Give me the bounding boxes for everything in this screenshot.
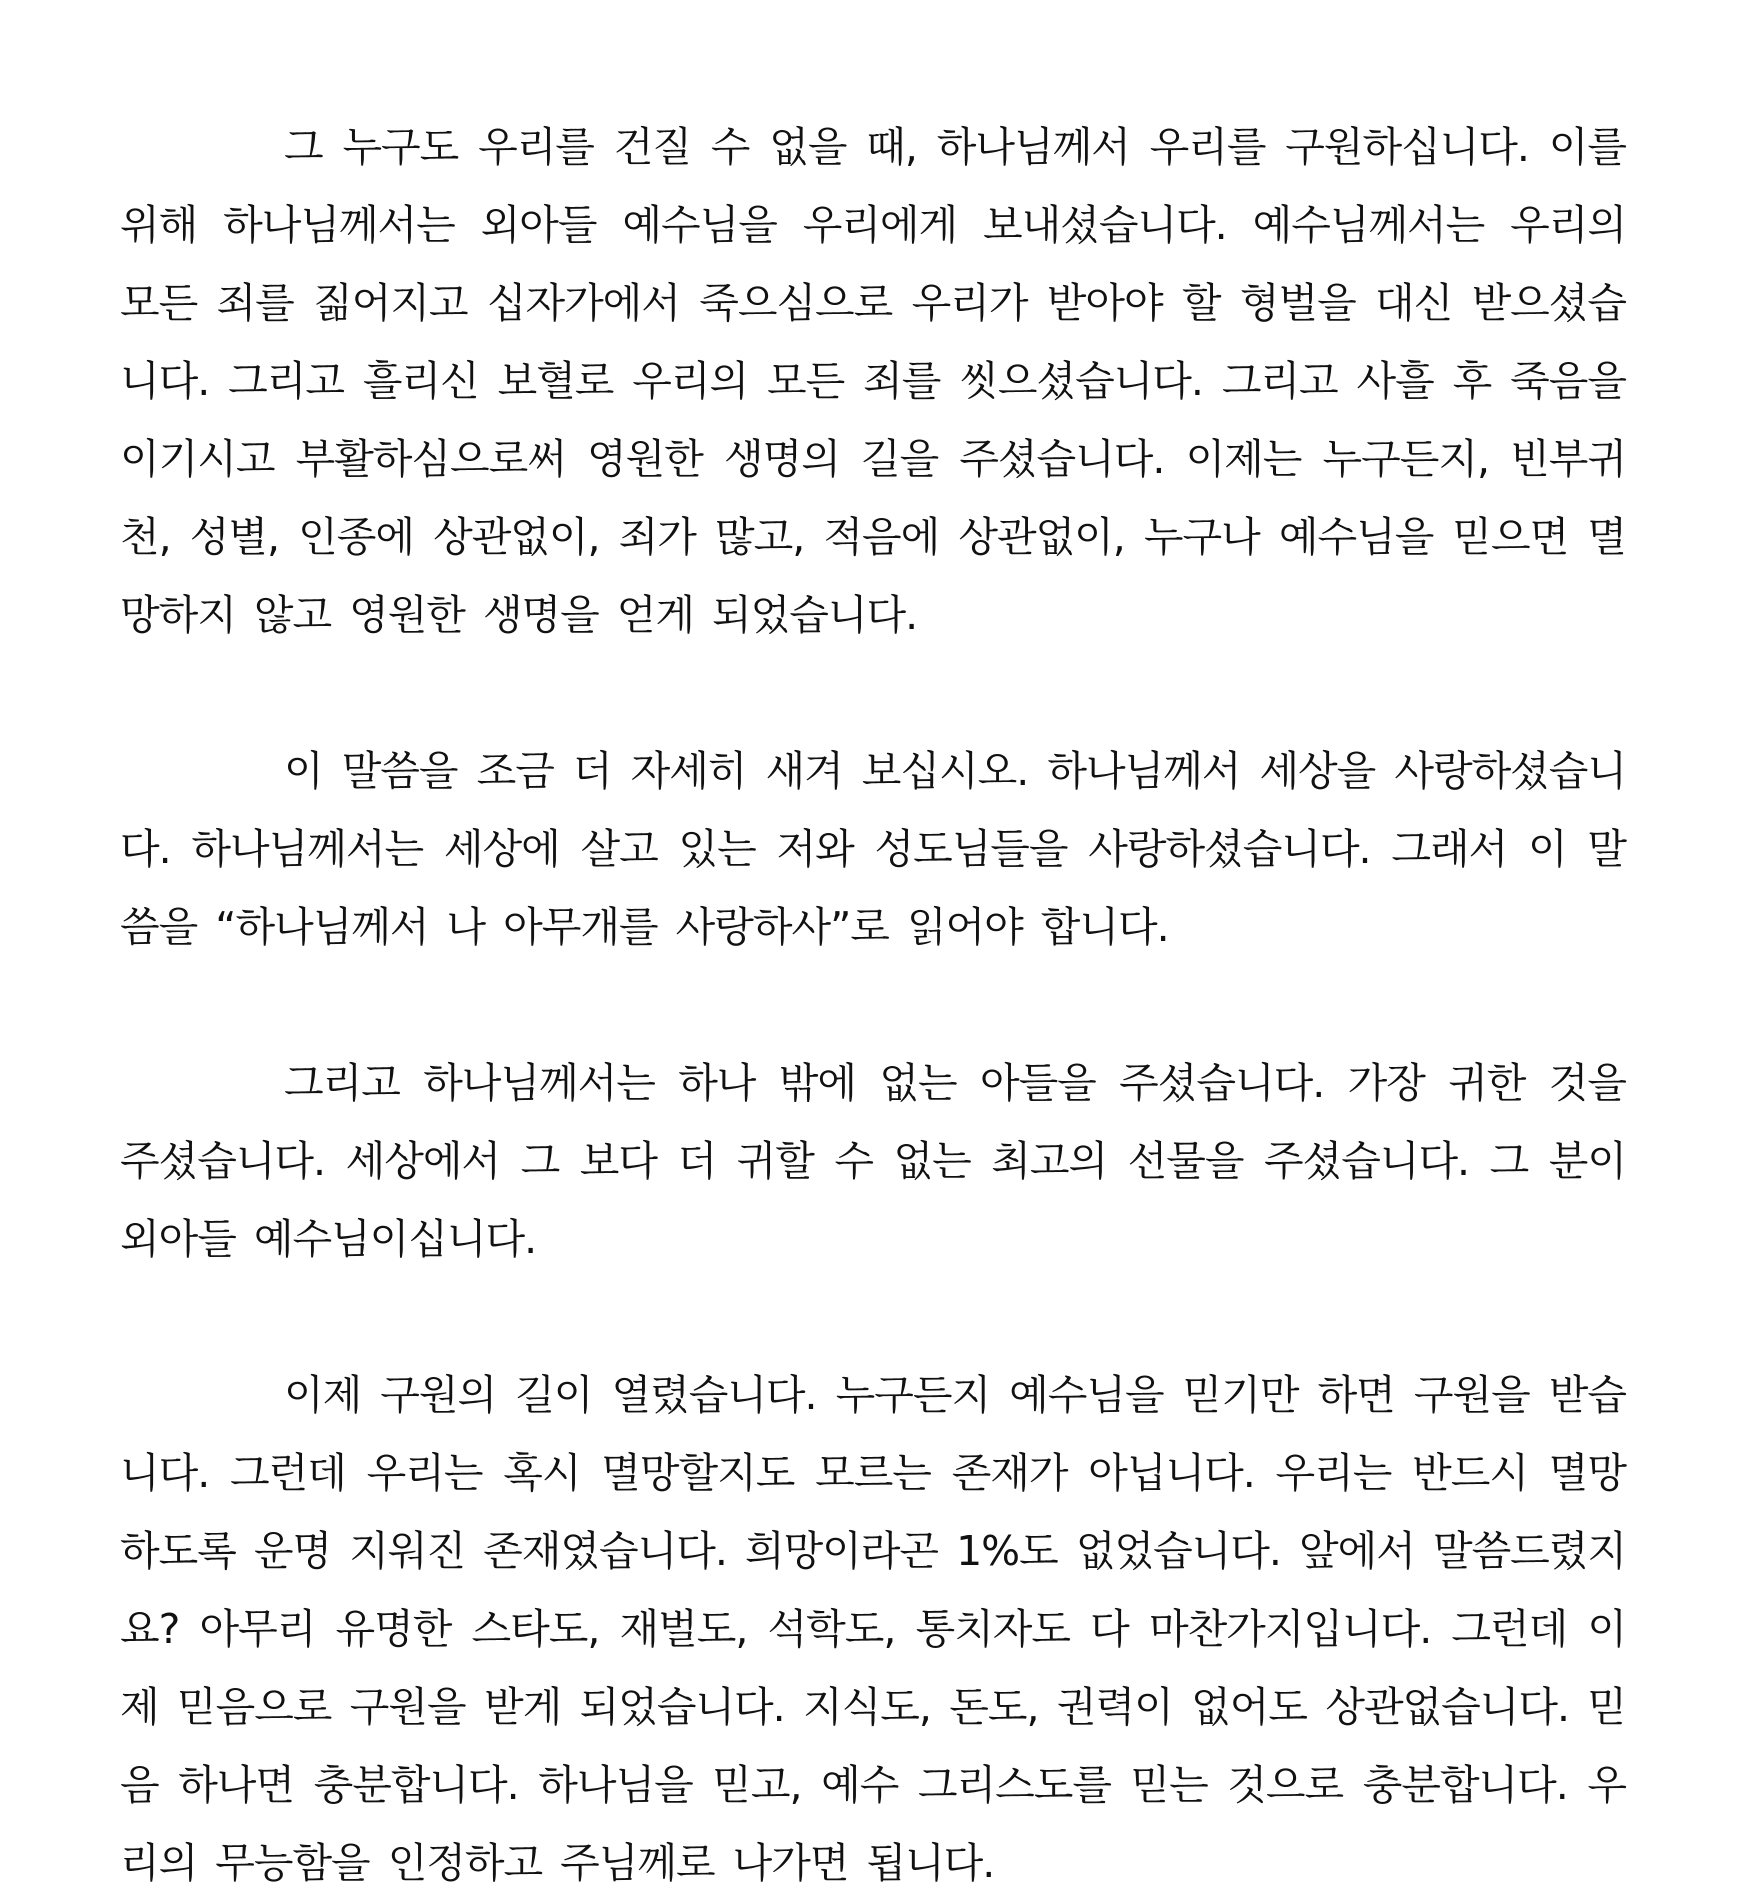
paragraph-gods-love: 이 말씀을 조금 더 자세히 새겨 보십시오. 하나님께서 세상을 사랑하셨습니다. 하나님께서는 세상에 살고 있는 저와 성도님들을 사랑하셨습니다. 그래서 이 말씀을 “하나님께서 나 아무개를 사랑하사”로 읽어야 합니다. xyxy=(120,747,1626,951)
paragraph-salvation: 그 누구도 우리를 건질 수 없을 때, 하나님께서 우리를 구원하십니다. 이를 위해 하나님께서는 외아들 예수님을 우리에게 보내셨습니다. 예수님께서는 우리의 모든 죄를 짊어지고 십자가에서 죽으심으로 우리가 받아야 할 형벌을 대신 받으셨습니다. 그리고 흘리신 보혈로 우리의 모든 죄를 씻으셨습니다. 그리고 사흘 후 죽음을 이기시고 부활하심으로써 영원한 생명의 길을 주셨습니다. 이제는 누구든지, 빈부귀천, 성별, 인종에 상관없이, 죄가 많고, 적음에 상관없이, 누구나 예수님을 믿으면 멸망하지 않고 영원한 생명을 얻게 되었습니다. xyxy=(120,123,1626,639)
paragraph-way-of-salvation: 이제 구원의 길이 열렸습니다. 누구든지 예수님을 믿기만 하면 구원을 받습니다. 그런데 우리는 혹시 멸망할지도 모르는 존재가 아닙니다. 우리는 반드시 멸망하도록 운명 지워진 존재였습니다. 희망이라곤 1%도 없었습니다. 앞에서 말씀드렸지요? 아무리 유명한 스타도, 재벌도, 석학도, 통치자도 다 마찬가지입니다. 그런데 이제 믿음으로 구원을 받게 되었습니다. 지식도, 돈도, 권력이 없어도 상관없습니다. 믿음 하나면 충분합니다. 하나님을 믿고, 예수 그리스도를 믿는 것으로 충분합니다. 우리의 무능함을 인정하고 주님께로 나가면 됩니다. xyxy=(120,1371,1626,1887)
document-page xyxy=(120,108,1626,1902)
paragraph-only-son: 그리고 하나님께서는 하나 밖에 없는 아들을 주셨습니다. 가장 귀한 것을 주셨습니다. 세상에서 그 보다 더 귀할 수 없는 최고의 선물을 주셨습니다. 그 분이 외아들 예수님이십니다. xyxy=(120,1059,1626,1263)
